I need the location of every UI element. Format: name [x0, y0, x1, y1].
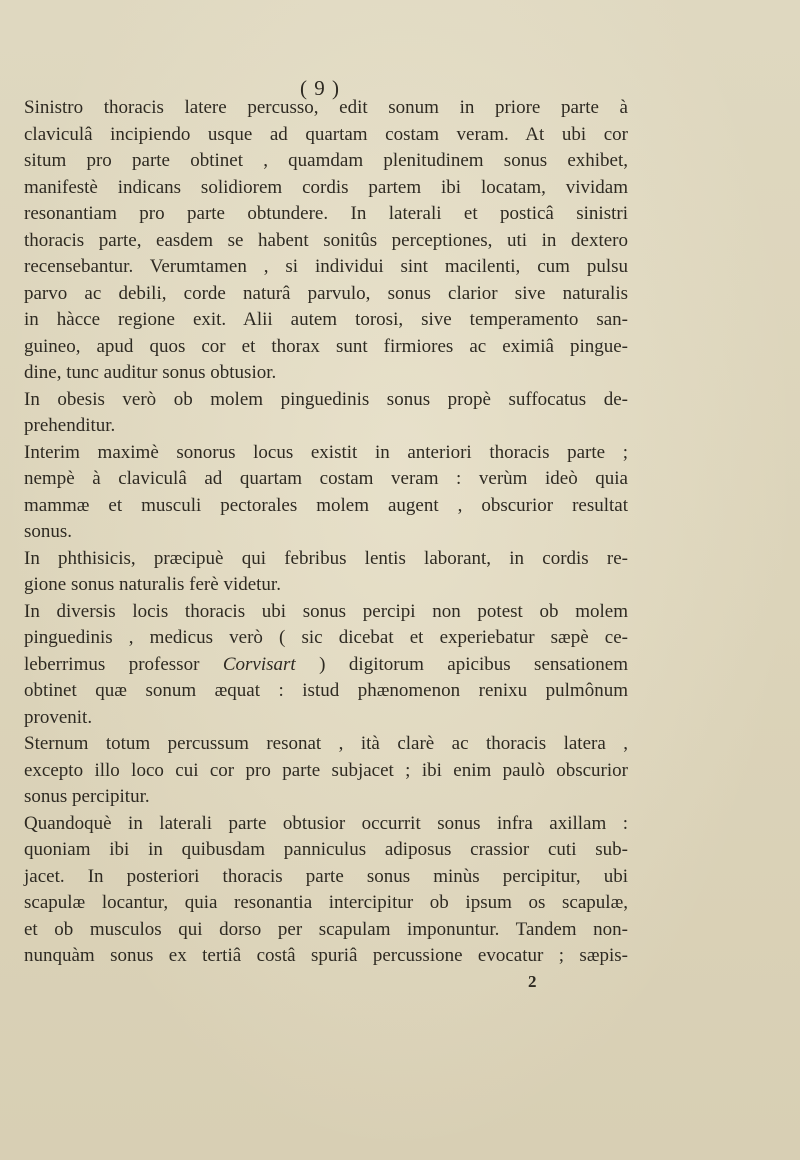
text-line: Sternum totum percussum resonat , ità clarè ac thoracis latera , — [24, 733, 628, 754]
text-line: mammæ et musculi pectorales molem augent , obscurior resultat — [24, 494, 628, 516]
signature-mark: 2 — [528, 972, 537, 991]
text-line: quoniam ibi in quibusdam panniculus adiposus crassior cuti sub- — [24, 839, 628, 860]
text-line: thoracis parte, easdem se habent sonitûs perceptiones, uti in dextero — [24, 229, 628, 251]
text-line: manifestè indicans solidiorem cordis partem ibi locatam, vividam — [24, 176, 628, 198]
text-line: nempè à claviculâ ad quartam costam veram : verùm ideò quia — [24, 468, 628, 489]
text-line: dine, tunc auditur sonus obtusior. — [24, 362, 277, 383]
text-line: recensebantur. Verumtamen , si individui sint macilenti, cum pulsu — [24, 256, 628, 277]
text-line: Quandoquè in laterali parte obtusior occurrit sonus infra axillam : — [24, 812, 628, 834]
text-line: parvo ac debili, corde naturâ parvulo, sonus clarior sive naturalis — [24, 282, 628, 304]
text-line: et ob musculos qui dorso per scapulam imponuntur. Tandem non- — [24, 918, 628, 940]
text-line: prehenditur. — [24, 415, 116, 436]
text-line: Sinistro thoracis latere percusso, edit sonum in priore parte à — [24, 97, 628, 118]
text-line: situm pro parte obtinet , quamdam plenitudinem sonus exhibet, — [24, 150, 628, 171]
text-line: jacet. In posteriori thoracis parte sonus minùs percipitur, ubi — [24, 865, 628, 887]
text-line: gione sonus naturalis ferè videtur. — [24, 574, 281, 595]
body-text — [24, 95, 628, 970]
text-line: in hàcce regione exit. Alii autem torosi, sive temperamento san- — [24, 309, 628, 330]
text-line: claviculâ incipiendo usque ad quartam costam veram. At ubi cor — [24, 123, 628, 145]
italic-name: Corvisart — [222, 653, 296, 675]
text-line: In diversis locis thoracis ubi sonus percipi non potest ob molem — [24, 600, 628, 622]
text-line: Interim maximè sonorus locus existit in anteriori thoracis parte ; — [24, 441, 628, 463]
page-number: ( 9 ) — [300, 76, 340, 100]
text-line: pinguedinis , medicus verò ( sic dicebat et experiebatur sæpè ce- — [24, 627, 628, 648]
text-line: excepto illo loco cui cor pro parte subjacet ; ibi enim paulò obscurior — [24, 759, 628, 781]
text-line: guineo, apud quos cor et thorax sunt firmiores ac eximiâ pingue- — [24, 335, 628, 357]
text-line: sonus percipitur. — [24, 786, 150, 807]
text-line: scapulæ locantur, quia resonantia intercipitur ob ipsum os scapulæ, — [24, 892, 628, 913]
text-line: leberrimus professor Corvisart ) digitorum apicibus sensationem — [24, 653, 628, 675]
text-line: sonus. — [24, 521, 73, 542]
text-line: In phthisicis, præcipuè qui febribus lentis laborant, in cordis re- — [24, 547, 628, 569]
text-line: obtinet quæ sonum æquat : istud phænomenon renixu pulmônum — [24, 680, 628, 701]
text-line: provenit. — [24, 706, 93, 728]
text-line: resonantiam pro parte obtundere. In laterali et posticâ sinistri — [24, 203, 628, 224]
text-line: In obesis verò ob molem pinguedinis sonus propè suffocatus de- — [24, 388, 628, 410]
text-line: nunquàm sonus ex tertiâ costâ spuriâ percussione evocatur ; sæpis- — [24, 945, 628, 966]
